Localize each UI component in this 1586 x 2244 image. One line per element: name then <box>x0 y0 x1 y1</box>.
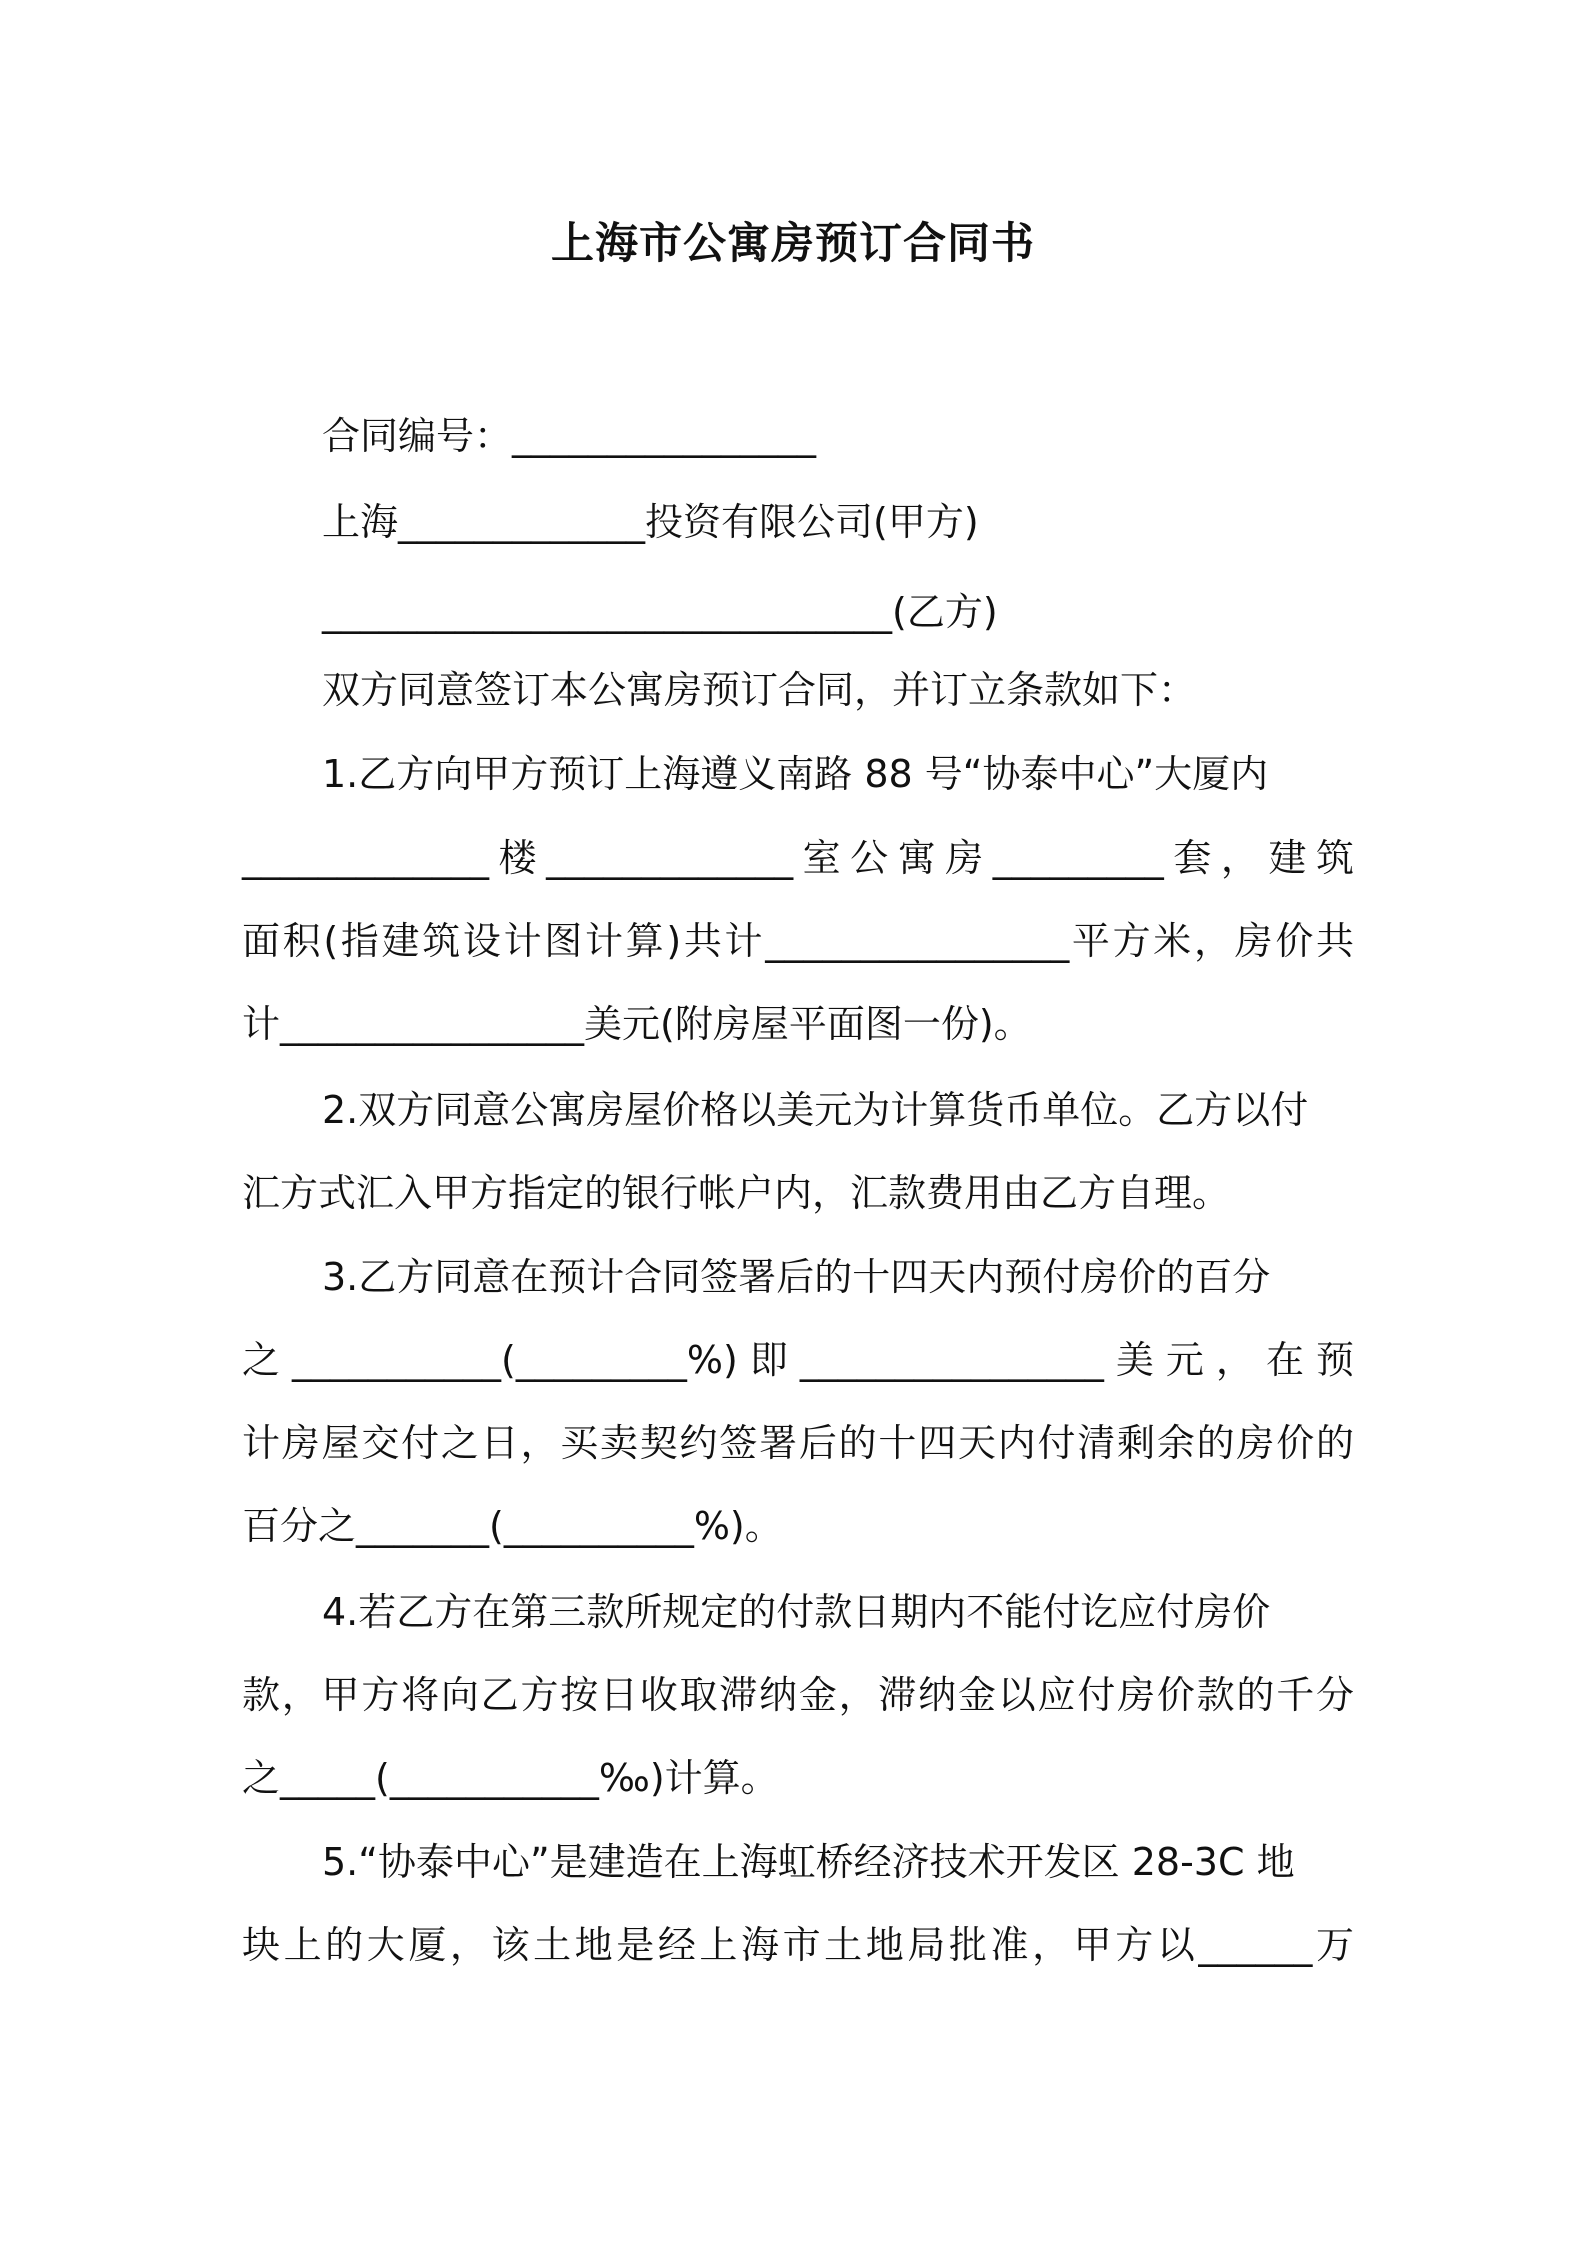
clause-3-line-4: 百分之_______(__________%)。 <box>242 1504 783 1548</box>
contract-number-line: 合同编号：________________ <box>322 414 817 458</box>
clause-4-line-1: 4.若乙方在第三款所规定的付款日期内不能付讫应付房价 <box>322 1590 1271 1634</box>
clause-1-line-3: 面积(指建筑设计图计算)共计________________平方米，房价共 <box>242 919 1354 963</box>
clause-2-line-2: 汇方式汇入甲方指定的银行帐户内，汇款费用由乙方自理。 <box>242 1171 1231 1215</box>
document-title: 上海市公寓房预订合同书 <box>551 219 1035 269</box>
clause-3-line-3: 计房屋交付之日，买卖契约签署后的十四天内付清剩余的房价的 <box>242 1421 1354 1465</box>
clause-1-line-1: 1.乙方向甲方预订上海遵义南路 88 号“协泰中心”大厦内 <box>322 752 1269 796</box>
clause-3-line-1: 3.乙方同意在预计合同签署后的十四天内预付房价的百分 <box>322 1255 1271 1299</box>
clause-3-line-2: 之___________(_________%)即________________美元，在预 <box>242 1338 1354 1382</box>
party-b-line: ______________________________(乙方) <box>322 590 998 634</box>
intro-line: 双方同意签订本公寓房预订合同，并订立条款如下： <box>322 668 1197 712</box>
clause-1-line-2: _____________楼_____________室公寓房_________套，建筑 <box>242 836 1354 880</box>
clause-4-line-3: 之_____(___________‰)计算。 <box>242 1756 779 1800</box>
clause-1-line-4: 计________________美元(附房屋平面图一份)。 <box>242 1002 1032 1046</box>
clause-2-line-1: 2.双方同意公寓房屋价格以美元为计算货币单位。乙方以付 <box>322 1088 1309 1132</box>
party-a-line: 上海_____________投资有限公司(甲方) <box>322 500 979 544</box>
clause-5-line-1: 5.“协泰中心”是建造在上海虹桥经济技术开发区 28-3C 地 <box>322 1840 1295 1884</box>
clause-4-line-2: 款，甲方将向乙方按日收取滞纳金，滞纳金以应付房价款的千分 <box>242 1673 1354 1717</box>
clause-5-line-2: 块上的大厦，该土地是经上海市土地局批准，甲方以______万 <box>242 1923 1354 1967</box>
